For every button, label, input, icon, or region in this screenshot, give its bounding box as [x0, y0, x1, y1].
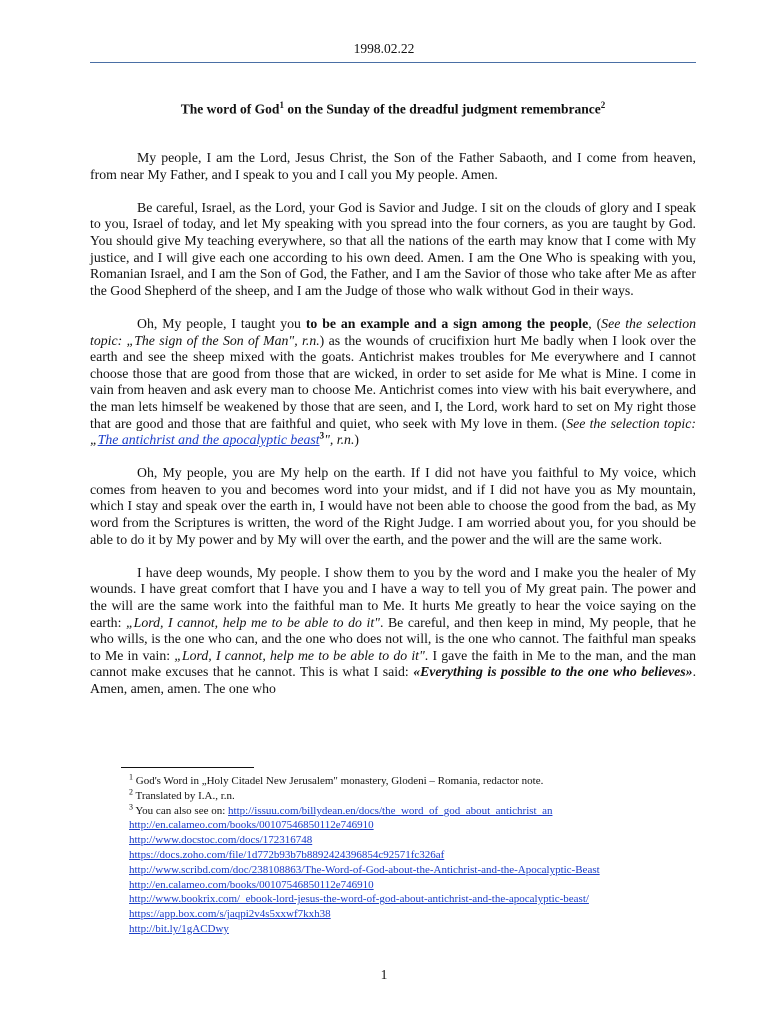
footnotes [129, 774, 699, 937]
footnote-ref-1[interactable]: 1 [279, 100, 284, 110]
p3-bold-phrase: to be an example and a sign among the people [305, 315, 589, 331]
p5-text-c: . Be careful, and then keep in mind, My people, that he who wills, is the one who can, and the one who does not will, is the one who cannot. The faithful man speaks to Me in vain: [90, 614, 696, 663]
footnote-link[interactable]: http://www.docstoc.com/docs/172316748 [129, 834, 313, 847]
page-number: 1 [380, 967, 388, 982]
p5-text-a: I have deep wounds, My people. I show them to you by the word and I make you the healer of My wounds. I have great comfort that I have you and I have a way to tell you of My great pain. The power and the will are the same work into the faithful man to Me. It hurts Me greatly to hear the voice saying on the earth: [90, 564, 696, 630]
paragraph-4: Oh, My people, you are My help on the earth. If I did not have you faithful to My voice, which comes from heaven to you and becomes word into your midst, and if I did not have you as My mountain, which I stay and speak over the earth in, I would have not been able to choose the good from the bad, as My word from the Scriptures is written, the word of the Right Judge. I am worried about you, for you should be able to do it by My power and by My will over the earth, and the power and the will are the same work. [90, 465, 696, 547]
p3-text-j: ) [354, 432, 360, 448]
p5-text-e: . I gave the faith in Me to the man, and the man cannot make excuses that he cannot. This is what I said: [90, 647, 697, 680]
p3-text-a: Oh, My people, I taught you [137, 315, 306, 331]
p3-selection-topic-2: See the selection topic: „ [90, 415, 696, 448]
footnote-ref-2[interactable]: 2 [600, 100, 606, 110]
p3-text-e: ) as the wounds of crucifixion hurt Me badly when I look over the earth and see the sheep mixed with the goats. Antichrist makes troubles for Me everywhere and I cannot choose those that are good from those that are wicked, in order to set aside for Me what is Mine. I come in vain from heaven and ask every man to choose Me. Antichrist comes into view with his bait everywhere, and the man lets himself be weakened by those that are seen, and I, the Lord, work hard to set on My right those that are good and those that are faithful and quiet, who seek with My love in them. ( [90, 332, 696, 431]
p5-text-g: . Amen, amen, amen. The one who [90, 664, 697, 696]
footnote-link[interactable]: http://www.scribd.com/doc/238108863/The-Word-of-God-about-the-Antichrist-and-the-Apocalyptic-Beast [129, 863, 600, 876]
paragraph-3 [90, 316, 696, 449]
footnote-link[interactable]: http://issuu.com/billydean.en/docs/the_word_of_god_about_antichrist_an [228, 804, 553, 817]
antichrist-topic-link[interactable]: The antichrist and the apocalyptic beast [97, 432, 320, 448]
footnote-link[interactable]: http://en.calameo.com/books/00107546850112e746910 [129, 819, 374, 832]
footnote-separator [121, 767, 254, 768]
footnote-link[interactable]: http://bit.ly/1gACDwy [129, 922, 229, 935]
footnote-link[interactable]: https://app.box.com/s/jaqpi2v4s5xxwf7kxh38 [129, 908, 331, 921]
title-text-b: on the Sunday of the dreadful judgment remembrance [283, 101, 601, 117]
p5-bold-quote: «Everything is possible to the one who believes» [413, 664, 693, 680]
document-title [90, 100, 696, 118]
header-rule [90, 62, 696, 63]
title-text-a: The word of God [180, 101, 280, 117]
footnote-2: $^2$ Translated by I.A., r.n. [129, 787, 235, 802]
document-body [90, 150, 696, 714]
footnote-1: $^1$ God's Word in „Holy Citadel New Jerusalem" monastery, Glodeni – Romania, redactor note. [129, 772, 544, 787]
p3-selection-topic-1: See the selection topic: „The sign of the Son of Man", r.n. [90, 315, 696, 348]
footnote-link[interactable]: https://docs.zoho.com/file/1d772b93b7b8892424396854c92571fc326af [129, 848, 445, 861]
p3-topic-note: ", r.n. [324, 432, 355, 448]
paragraph-5 [90, 565, 696, 698]
paragraph-1: My people, I am the Lord, Jesus Christ, the Son of the Father Sabaoth, and I come from heaven, from near My Father, and I speak to you and I call you My people. Amen. [90, 150, 696, 182]
page-date: 1998.02.22 [353, 41, 415, 56]
p5-quote-2: „Lord, I cannot, help me to be able to do it" [174, 647, 425, 663]
footnote-ref-3[interactable]: 3 [319, 430, 325, 441]
footnote-link[interactable]: http://www.bookrix.com/_ebook-lord-jesus-the-word-of-god-about-antichrist-and-the-apocalyptic-beast/ [129, 893, 589, 906]
footnote-3: $^3$ You can also see on: http://issuu.com/billydean.en/docs/the_word_of_god_about_antichrist_an [129, 801, 553, 817]
footnote-link[interactable]: http://en.calameo.com/books/00107546850112e746910 [129, 878, 374, 891]
p5-quote-1: „Lord, I cannot, help me to be able to do it" [125, 614, 380, 630]
p3-text-c: , ( [588, 315, 602, 331]
paragraph-2: Be careful, Israel, as the Lord, your God is Savior and Judge. I sit on the clouds of glory and I speak to you, Israel of today, and let My speaking with you spread into the four corners, as you are taught by God. You should give My teaching everywhere, so that all the nations of the earth may know that I come with My justice, and I will give each one according to his own deed. Amen. I am the One Who is speaking with you, Romanian Israel, and I am the Son of God, the Father, and I am the Savior of those who take after Me as after the Good Shepherd of the sheep, and I am the Judge of those who walk without God in their ways. [90, 199, 696, 298]
